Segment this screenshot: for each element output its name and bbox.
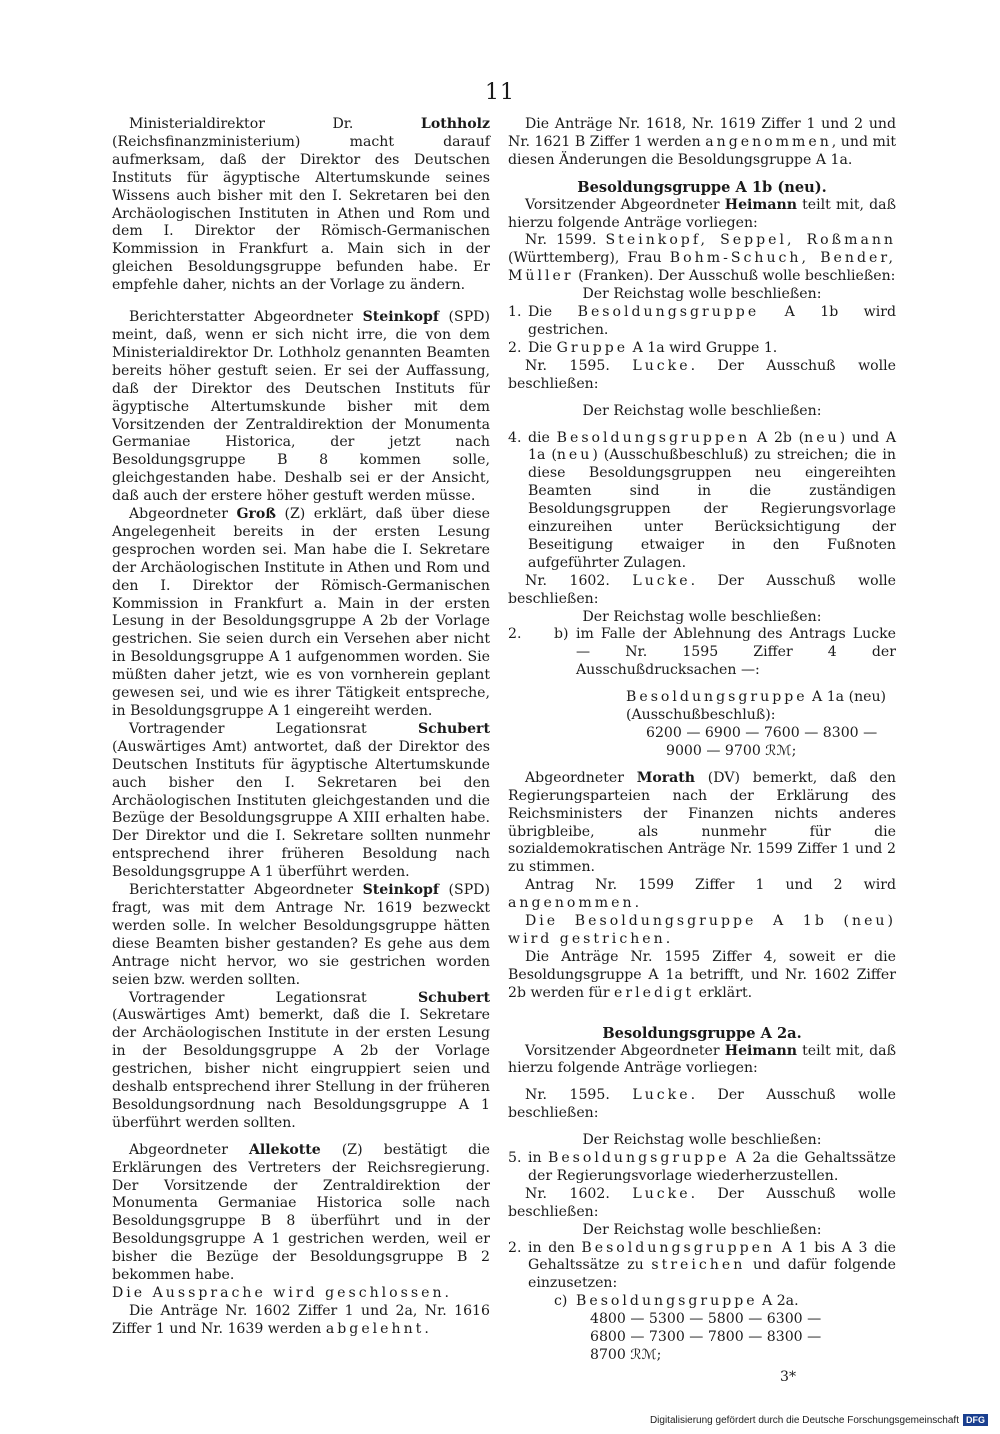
motion-number: Nr. 1602. xyxy=(525,572,633,589)
paragraph-text: Die Anträge Nr. 1618, Nr. 1619 Ziffer 1 und 2 und Nr. 1621 B Ziffer 1 werden xyxy=(508,116,896,150)
salary-values: 4800 — 5300 — 5800 — 6300 — xyxy=(590,1311,822,1328)
reichstag-resolution: Der Reichstag wolle beschließen: xyxy=(582,402,822,419)
item-text xyxy=(528,340,896,358)
paragraph-text: , und mit diesen Änderungen die Besoldungsgruppe A 1a. xyxy=(508,133,897,168)
motion-1602 xyxy=(508,573,896,609)
motion-number: Nr. 1599. xyxy=(525,232,606,249)
paragraph-text: Die xyxy=(528,339,557,356)
motion-1599 xyxy=(508,232,896,286)
salary-heading xyxy=(576,1293,799,1311)
paragraph-text: (Reichsfinanzministerium) macht darauf aufmerksam, daß der Direktor des Deutschen Instituts für ägyptische Altertumskunde seines Wissens auch bisher mit den I. Sekretaren bei den Archäologischen Instituten in Athen und Rom und dem I. Direktor der Römisch-Germanischen Kommission in Frankfurt a. Main sich in der gleichen Besoldungsgruppe befunden habe. Er empfehle daher, nichts an der Vorlage zu ändern. xyxy=(112,133,490,294)
section-heading-a2a: Besoldungsgruppe A 2a. xyxy=(602,1024,802,1042)
signature-mark: 3* xyxy=(779,1368,796,1385)
motion-number: Nr. 1595. xyxy=(525,357,633,374)
speaker-title: Abgeordneter xyxy=(129,1141,249,1158)
paragraph-aussprache-closed: Die Aussprache wird geschlossen. xyxy=(112,1285,453,1301)
paragraph-text: Die xyxy=(528,304,578,321)
punctuation: . xyxy=(665,930,671,947)
reichstag-resolution: Der Reichstag wolle beschließen: xyxy=(582,608,822,625)
speaker-title: Vortragender Legationsrat xyxy=(129,989,418,1006)
list-item xyxy=(508,626,896,680)
paragraph-text: Die Anträge Nr. 1602 Ziffer 1 und 2a, Nr. 1616 Ziffer 1 und Nr. 1639 werden xyxy=(112,1302,490,1337)
speaker-name: Morath xyxy=(636,769,696,786)
item-number: 4. xyxy=(508,429,522,446)
reichstag-resolution: Der Reichstag wolle beschließen: xyxy=(582,1132,822,1149)
speaker-name: Lothholz xyxy=(420,116,490,132)
speaker-title: Abgeordneter xyxy=(525,769,637,786)
paragraph-text: (Franken). Der Ausschuß wolle beschließen: xyxy=(573,268,896,285)
paragraph-text: A 2b ( xyxy=(750,429,805,446)
speaker-name: Heimann xyxy=(724,196,797,213)
paragraph-text: A 2a die Gehaltssätze der Regierungsvorlage wiederherzustellen. xyxy=(528,1150,896,1184)
list-item xyxy=(508,340,896,358)
punctuation: . xyxy=(424,1320,429,1337)
paragraph-text: . Der Ausschuß wolle beschließen: xyxy=(508,572,896,607)
item-text xyxy=(528,304,896,340)
motion-1595 xyxy=(508,358,896,394)
paragraph-text: (SPD) meint, daß, wenn er sich nicht irre, die von dem Ministerialdirektor Dr. Lothholz genannten Beamten bereits höher gestuft seien. Er sei der Auffassung, daß der Direktor des Deutschen Instituts für ägyptische Altertumskunde bisher mit dem Vorsitzenden der Zentraldirektion der Monumenta Germaniae Historica, der jetzt nach Besoldungsgruppe B 8 kommen solle, gleichgestanden habe. Deshalb sei er der Ansicht, daß auch der erstere höher gestuft werden müsse. xyxy=(112,309,490,505)
spaced-text: Gruppe xyxy=(556,339,629,356)
spaced-text: Lucke xyxy=(632,572,691,589)
motion-number: Nr. 1602. xyxy=(525,1185,633,1202)
paragraph-text: A 1 bis A 3 die Gehaltssätze zu xyxy=(528,1239,896,1274)
sub-item xyxy=(554,626,896,680)
item-number: 2. xyxy=(508,339,522,356)
paragraph-text: in xyxy=(528,1150,548,1167)
item-text xyxy=(528,1240,896,1294)
item-text xyxy=(528,430,896,573)
left-column xyxy=(112,116,490,1339)
speaker-name: Steinkopf xyxy=(362,309,439,326)
paragraph-schubert-1 xyxy=(112,721,490,882)
spaced-text: Lucke xyxy=(632,1185,691,1202)
salary-values: 6800 — 7300 — 7800 — 8300 — xyxy=(590,1329,822,1346)
paragraph-text: (DV) bemerkt, daß den Regierungsparteien nach der Erklärung des Reichsministers der Finanzen nichts anderes übrigbleibe, als nunmehr für die sozialdemokratischen Anträge Nr. 1599 Ziffer 1 und 2 zu stimmen. xyxy=(508,769,896,876)
spaced-text: Lucke xyxy=(632,357,691,374)
spaced-text: Besoldungsgruppe xyxy=(626,689,808,706)
speaker-name: Steinkopf xyxy=(362,882,439,899)
spaced-text: Besoldungsgruppe xyxy=(576,1293,758,1310)
paragraph-text: A 1a (neu) xyxy=(807,689,887,706)
speaker-title: Berichterstatter Abgeordneter xyxy=(129,882,363,899)
paragraph-text: ) und A 1a ( xyxy=(528,429,897,464)
paragraph-lothholz xyxy=(112,116,490,295)
footer-text: Digitalisierung gefördert durch die Deutsche Forschungsgemeinschaft xyxy=(649,1414,959,1426)
speaker-name: Schubert xyxy=(417,720,490,737)
paragraph-antraege-erledigt xyxy=(508,949,896,1003)
reichstag-resolution: Der Reichstag wolle beschließen: xyxy=(582,1221,822,1238)
spaced-text: Die Besoldungsgruppe A 1b (neu) xyxy=(525,913,896,930)
item-number: 5. xyxy=(508,1150,522,1167)
sub-item-label: c) xyxy=(554,1293,568,1310)
item-number: 2. xyxy=(508,626,522,643)
paragraph-morath xyxy=(508,770,896,877)
paragraph-text: (Z) erklärt, daß über diese Angelegenheit bereits in der ersten Lesung gesprochen worden sei. Man habe die I. Sekretare der Archäologischen Institute in Athen und Rom und den I. Direktor der Römisch-Germanischen Kommission in Frankfurt a. Main in der ersten Lesung in der Besoldungsgruppe A 2b der Vorlage gestrichen. Sie seien durch ein Versehen aber nicht in Besoldungsgruppe A 1 aufgenommen worden. Sie müßten daher jetzt, wie es von vornherein geplant gewesen sei, und wie es ihrer Tätigkeit entspreche, in Besoldungsgruppe A 1 eingereiht werden. xyxy=(112,506,490,719)
spaced-text: erledigt xyxy=(614,984,695,1001)
paragraph-text: A 2a. xyxy=(757,1293,799,1310)
paragraph-text: (Auswärtiges Amt) bemerkt, daß die I. Sekretare der Archäologischen Institute in der ersten Lesung in der Besoldungsgruppe A 2b der Vorlage gestrichen, bisher nicht eingruppiert seien und deshalb entsprechend ihrer Stellung in der früheren Besoldungsordnung nach Besoldungsgruppe A 1 überführt werden sollten. xyxy=(112,1007,490,1131)
paragraph-text: im Falle der Ablehnung des Antrags Lucke — Nr. 1595 Ziffer 4 der Ausschußdrucksachen —: xyxy=(576,626,896,679)
punctuation: . xyxy=(634,895,640,912)
motion-1602-a2a xyxy=(508,1186,896,1222)
spaced-text: Besoldungsgruppen xyxy=(556,429,751,446)
speaker-name: Groß xyxy=(236,506,277,523)
sub-item-label: b) xyxy=(554,626,569,643)
paragraph-text: . Der Ausschuß wolle beschließen: xyxy=(508,1185,896,1220)
motion-number: Nr. 1595. xyxy=(525,1087,633,1104)
paragraph-antraege-angenommen xyxy=(508,116,896,170)
list-item xyxy=(508,430,896,573)
spaced-text: Besoldungsgruppen xyxy=(581,1239,776,1256)
paragraph-text: A 1a wird Gruppe 1. xyxy=(628,339,778,356)
paragraph-text: (SPD) fragt, was mit dem Antrage Nr. 1619 bezweckt werden solle. In welcher Besoldungsgruppe hätten diese Beamten bisher gestanden? Es gehe aus dem Antrage nicht hervor, wo sie gestrichen worden seien bzw. werden sollten. xyxy=(112,882,490,988)
paragraph-text: . Der Ausschuß wolle beschließen: xyxy=(508,1087,896,1122)
paragraph-text: in den xyxy=(528,1239,582,1256)
paragraph-a1b-gestrichen xyxy=(508,913,896,949)
paragraph-text: teilt mit, daß hierzu folgende Anträge vorliegen: xyxy=(508,196,896,231)
item-number: 1. xyxy=(508,304,522,321)
list-item xyxy=(508,304,896,340)
item-text xyxy=(528,626,896,680)
motion-1595-a2a xyxy=(508,1087,896,1123)
spaced-text: wird gestrichen xyxy=(508,930,666,947)
list-item xyxy=(508,1150,896,1186)
spaced-text: angenommen xyxy=(705,133,832,150)
speaker-title: Ministerialdirektor Dr. xyxy=(129,116,421,132)
salary-note: (Ausschußbeschluß): xyxy=(626,707,776,724)
paragraph-steinkopf-2 xyxy=(112,882,490,989)
paragraph-text: erklärt. xyxy=(694,984,753,1001)
list-item xyxy=(508,1240,896,1294)
salary-block-a2a xyxy=(590,1311,896,1365)
item-text xyxy=(528,1150,896,1186)
spaced-text: Steinkopf, Seppel, Roßmann xyxy=(605,232,896,249)
paragraph-text: Antrag Nr. 1599 Ziffer 1 und 2 wird xyxy=(525,877,896,894)
speaker-name: Heimann xyxy=(724,1042,797,1059)
paragraph-antraege-abgelehnt xyxy=(112,1303,490,1339)
paragraph-text: teilt mit, daß hierzu folgende Anträge vorliegen: xyxy=(508,1042,896,1077)
speaker-title: Vortragender Legationsrat xyxy=(129,720,418,737)
paragraph-text: die xyxy=(528,429,557,446)
page-number: 11 xyxy=(485,80,515,105)
paragraph-text: (Auswärtiges Amt) antwortet, daß der Direktor des Deutschen Instituts für ägyptische Altertumskunde auch bisher den I. Sekretaren bei den Archäologischen Instituten gleichgestanden und die Bezüge der Besoldungsgruppe A XIII erhalten habe. Der Direktor und die I. Sekretare sollten nunmehr entsprechend ihrer früheren Besoldung nach Besoldungsgruppe A 1 überführt werden. xyxy=(112,738,490,881)
paragraph-text: ) (Ausschußbeschluß) zu streichen; die in diese Besoldungsgruppen neu eingereihten Beamten sind in die zuständigen Besoldungsgruppen der Regierungsvorlage einzureihen unter Berücksichtigung der Beseitigung etwaiger in den Fußnoten aufgeführter Zulagen. xyxy=(528,447,896,571)
item-number: 2. xyxy=(508,1239,522,1256)
paragraph-gross xyxy=(112,506,490,721)
spaced-text: Besoldungsgruppe xyxy=(547,1150,730,1167)
right-column xyxy=(508,116,896,1387)
speaker-title: Vorsitzender Abgeordneter xyxy=(525,1042,725,1059)
salary-values: 9000 — 9700 ℛℳ; xyxy=(666,742,797,759)
paragraph-text: (Z) bestätigt die Erklärungen des Vertreters der Reichsregierung. Der Vorsitzende der Zentraldirektion der Monumenta Germaniae Historica solle nach Besoldungsgruppe B 8 überführt und in der Besoldungsgruppe A 1 gestrichen werden, weil er bisher die Bezüge der Besoldungsgruppe B 2 bekommen habe. xyxy=(112,1141,491,1284)
speaker-title: Vorsitzender Abgeordneter xyxy=(525,196,725,213)
speaker-name: Schubert xyxy=(417,989,490,1006)
spaced-text: Besoldungsgruppe xyxy=(577,304,760,321)
salary-heading xyxy=(626,689,896,707)
paragraph-text: und dafür folgende einzusetzen: xyxy=(528,1257,896,1292)
paragraph-antrag-1599-angenommen xyxy=(508,877,896,913)
paragraph-heimann-1 xyxy=(508,197,896,233)
spaced-text: Lucke xyxy=(632,1087,691,1104)
paragraph-steinkopf-1 xyxy=(112,309,490,506)
section-heading-a1b: Besoldungsgruppe A 1b (neu). xyxy=(577,178,827,196)
spaced-text: abgelehnt xyxy=(325,1320,425,1337)
spaced-text: streichen xyxy=(651,1257,746,1274)
spaced-text: neu xyxy=(804,429,840,446)
paragraph-allekotte xyxy=(112,1142,490,1285)
paragraph-text: A 1b wird gestrichen. xyxy=(528,304,896,338)
paragraph-text: (Württemberg), Frau xyxy=(508,250,670,267)
speaker-name: Allekotte xyxy=(249,1141,321,1158)
speaker-title: Berichterstatter Abgeordneter xyxy=(129,309,363,326)
sub-item xyxy=(554,1293,896,1311)
salary-block-a1a xyxy=(626,689,896,761)
dfg-logo: DFG xyxy=(963,1414,988,1426)
footer-credit xyxy=(650,1414,988,1426)
reichstag-resolution: Der Reichstag wolle beschließen: xyxy=(582,286,822,303)
paragraph-heimann-2 xyxy=(508,1043,896,1079)
spaced-text: angenommen xyxy=(508,895,635,912)
salary-values: 8700 ℛℳ; xyxy=(590,1347,662,1363)
paragraph-text: Die Anträge Nr. 1595 Ziffer 4, soweit er die Besoldungsgruppe A 1a betrifft, und Nr. 1602 Ziffer 2b werden für xyxy=(508,948,896,1001)
spaced-text: Bohm-Schuch, Bender, Müller xyxy=(508,250,896,285)
speaker-title: Abgeordneter xyxy=(129,506,237,523)
paragraph-schubert-2 xyxy=(112,990,490,1133)
paragraph-text: . Der Ausschuß wolle beschließen: xyxy=(508,357,896,392)
salary-values: 6200 — 6900 — 7600 — 8300 — xyxy=(646,725,878,741)
spaced-text: neu xyxy=(556,447,593,464)
